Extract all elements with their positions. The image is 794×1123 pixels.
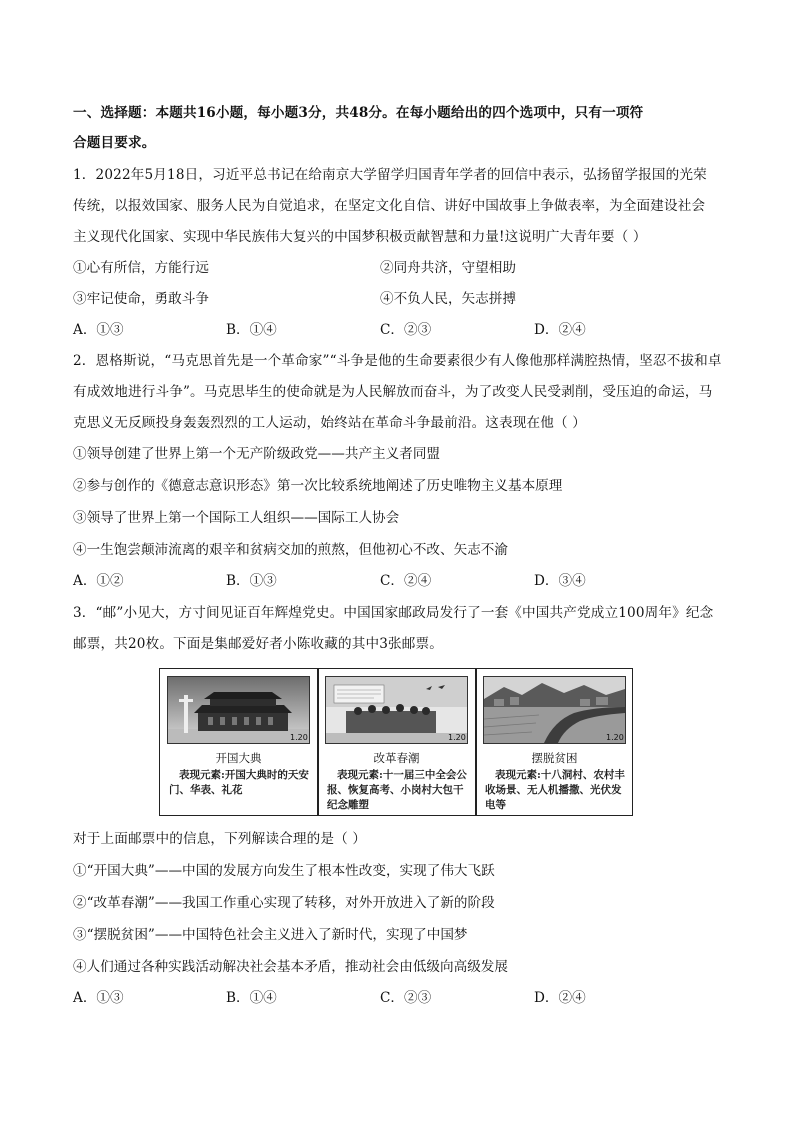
- q1-statement-4: ④不负人民，矢志拼搏: [380, 291, 516, 307]
- q2-option-d[interactable]: D．③④: [534, 573, 586, 589]
- q3-option-d[interactable]: D．②④: [534, 990, 586, 1006]
- stamp-3-image: [483, 676, 626, 744]
- q1-option-a[interactable]: A．①③: [73, 322, 124, 338]
- q3-statement-4: ④人们通过各种实践活动解决社会基本矛盾，推动社会由低级向高级发展: [73, 959, 508, 975]
- q1-stem-line-2: 传统，以报效国家、服务人民为自觉追求，在坚定文化自信、讲好中国故事上争做表率，为全面建设社会: [73, 198, 706, 214]
- q3-stem-line-1: 3．“邮”小见大，方寸间见证百年辉煌党史。中国国家邮政局发行了一套《中国共产党成立100周年》纪念: [73, 605, 714, 621]
- q3-statement-2: ②“改革春潮”——我国工作重心实现了转移，对外开放进入了新的阶段: [73, 895, 495, 911]
- stamp-2-title: 改革春潮: [373, 751, 420, 765]
- stamp-3-price: 1.20: [606, 733, 624, 742]
- q3-question-line: 对于上面邮票中的信息，下列解读合理的是（ ）: [73, 831, 367, 847]
- stamp-1-image: [167, 676, 310, 744]
- q1-stem-line-1: 1．2022年5月18日，习近平总书记在给南京大学留学归国青年学者的回信中表示，弘扬留学报国的光荣: [73, 167, 707, 183]
- q3-statement-3: ③“摆脱贫困”——中国特色社会主义进入了新时代，实现了中国梦: [73, 927, 468, 943]
- q2-statement-1: ①领导创建了世界上第一个无产阶级政党——共产主义者同盟: [73, 446, 441, 462]
- q1-option-c[interactable]: C．②③: [380, 322, 432, 338]
- q2-statement-4: ④一生饱尝颠沛流离的艰辛和贫病交加的煎熬，但他初心不改、矢志不渝: [73, 542, 508, 558]
- stamp-1-title: 开国大典: [215, 751, 262, 765]
- stamp-divider-2: [475, 669, 477, 815]
- q3-option-c[interactable]: C．②③: [380, 990, 432, 1006]
- stamp-2: [321, 672, 472, 812]
- q3-option-a[interactable]: A．①③: [73, 990, 124, 1006]
- q3-stem-line-2: 邮票，共20枚。下面是集邮爱好者小陈收藏的其中3张邮票。: [73, 636, 443, 652]
- stamp-1-desc: 表现元素:开国大典时的天安门、华表、礼花: [169, 769, 309, 796]
- q2-statement-3: ③领导了世界上第一个国际工人组织——国际工人协会: [73, 510, 400, 526]
- q2-stem-line-2: 有成效地进行斗争”。马克思毕生的使命就是为人民解放而奋斗，为了改变人民受剥削，受压迫的命运，马: [73, 384, 713, 400]
- q2-option-c[interactable]: C．②④: [380, 573, 432, 589]
- stamp-1-price: 1.20: [290, 733, 308, 742]
- q2-option-a[interactable]: A．①②: [73, 573, 124, 589]
- section-header-line-2: 合题目要求。: [73, 135, 156, 151]
- q1-statement-3: ③牢记使命，勇敢斗争: [73, 291, 209, 307]
- q1-option-b[interactable]: B．①④: [226, 322, 277, 338]
- stamps-figure: [159, 668, 633, 816]
- q2-stem-line-1: 2．恩格斯说，“马克思首先是一个革命家”“斗争是他的生命要素很少有人像他那样满腔热情，坚忍不拔和卓: [73, 353, 722, 369]
- q3-option-b[interactable]: B．①④: [226, 990, 277, 1006]
- stamp-3: [479, 672, 630, 812]
- stamp-2-desc: 表现元素:十一届三中全会公报、恢复高考、小岗村大包干纪念雕塑: [327, 769, 467, 811]
- q2-statement-2: ②参与创作的《德意志意识形态》第一次比较系统地阐述了历史唯物主义基本原理: [73, 478, 563, 494]
- q1-statement-1: ①心有所信，方能行远: [73, 260, 209, 276]
- q1-option-d[interactable]: D．②④: [534, 322, 586, 338]
- stamp-3-desc: 表现元素:十八洞村、农村丰收场景、无人机播撒、光伏发电等: [485, 769, 625, 811]
- q1-stem-line-3: 主义现代化国家、实现中华民族伟大复兴的中国梦积极贡献智慧和力量!这说明广大青年要（ ）: [73, 229, 647, 245]
- stamp-2-price: 1.20: [448, 733, 466, 742]
- stamp-2-image: [325, 676, 468, 744]
- stamp-divider-1: [317, 669, 319, 815]
- q1-statement-2: ②同舟共济，守望相助: [380, 260, 516, 276]
- stamp-3-title: 摆脱贫困: [531, 751, 578, 765]
- q3-statement-1: ①“开国大典”——中国的发展方向发生了根本性改变，实现了伟大飞跃: [73, 863, 495, 879]
- q2-stem-line-3: 克思义无反顾投身轰轰烈烈的工人运动，始终站在革命斗争最前沿。这表现在他（ ）: [73, 415, 586, 431]
- stamp-1: [163, 672, 314, 812]
- q2-option-b[interactable]: B．①③: [226, 573, 277, 589]
- section-header-line-1: 一、选择题：本题共16小题，每小题3分，共48分。在每小题给出的四个选项中，只有一项符: [73, 105, 644, 121]
